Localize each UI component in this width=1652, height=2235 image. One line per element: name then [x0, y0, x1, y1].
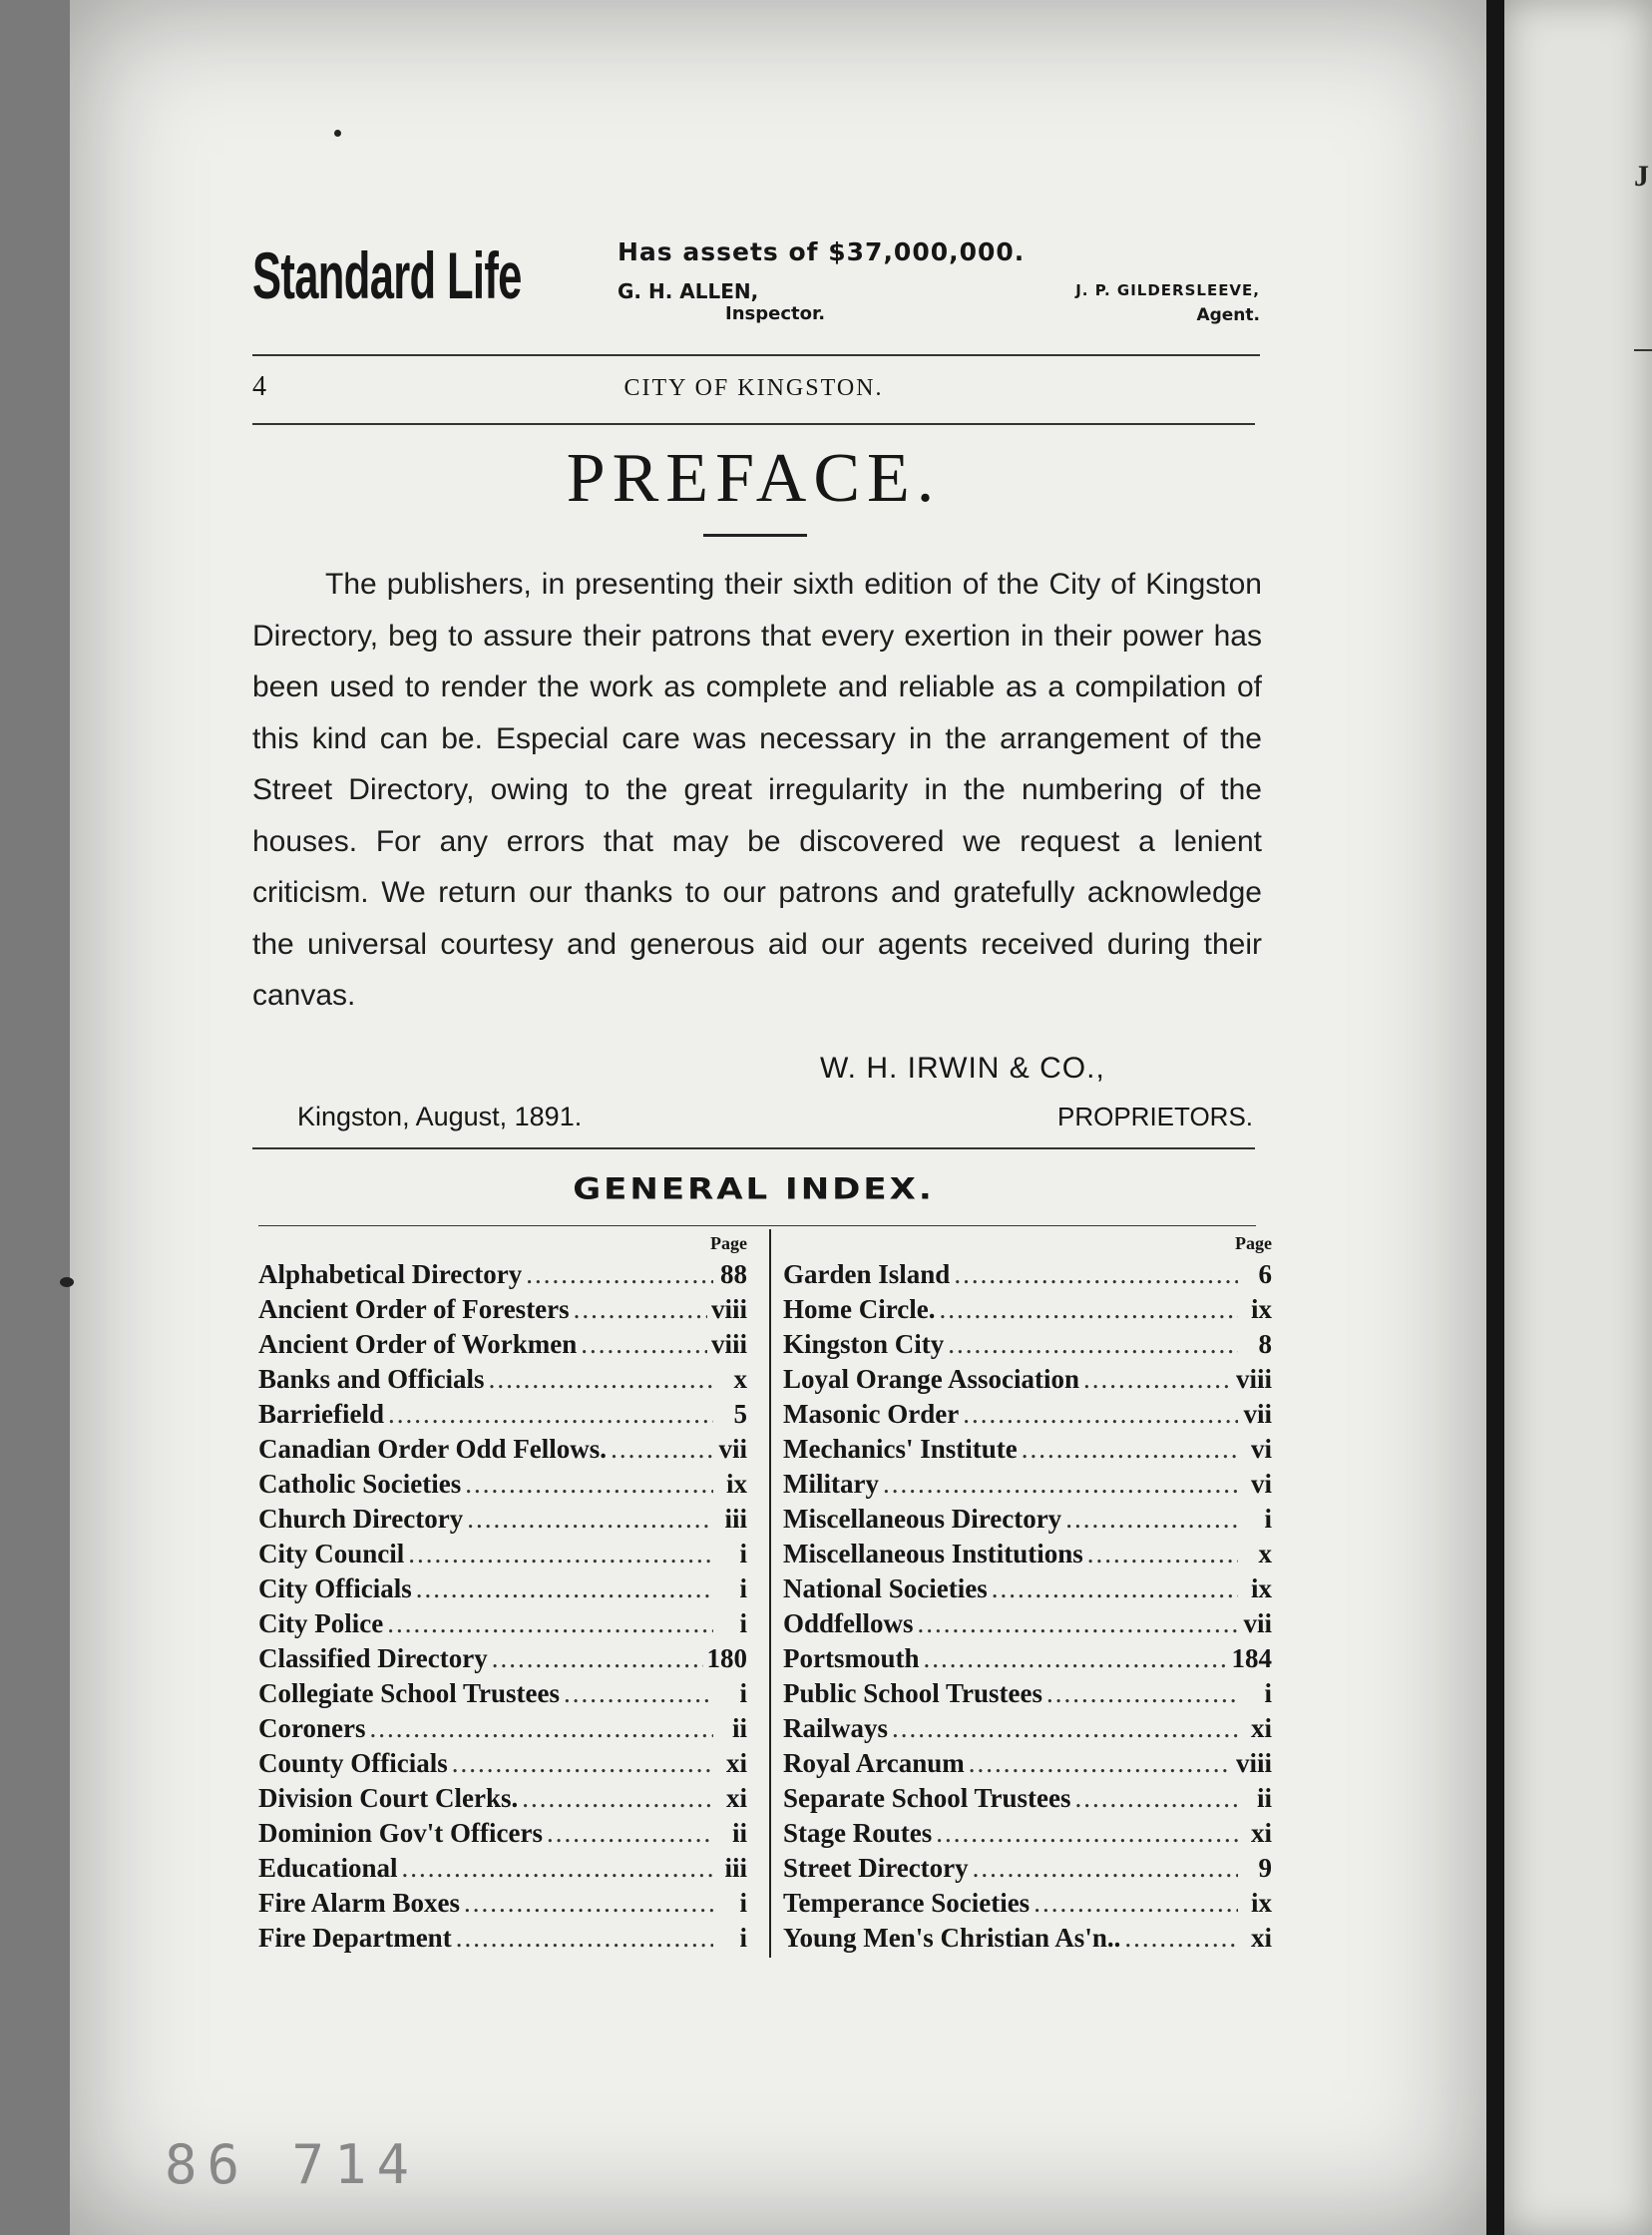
- index-entry: [783, 1257, 1272, 1292]
- index-entry-page: ix: [1250, 1573, 1272, 1603]
- index-entry-label: Young Men's Christian As'n..: [783, 1923, 1121, 1953]
- index-entry: [783, 1292, 1272, 1327]
- index-entry-label: Stage Routes: [783, 1818, 933, 1848]
- index-entry: [783, 1851, 1272, 1886]
- index-entry: [258, 1537, 747, 1571]
- index-entry-page: vi: [1250, 1434, 1272, 1464]
- dot-leader: [1033, 1886, 1238, 1921]
- print-speck: [60, 1277, 74, 1287]
- page-column-header: Page: [1235, 1233, 1272, 1253]
- index-entry-label: City Police: [258, 1608, 384, 1638]
- index-entry-page: 9: [1258, 1853, 1272, 1883]
- index-entry-page: i: [739, 1923, 747, 1953]
- index-entry-page: ix: [1250, 1888, 1272, 1918]
- dot-leader: [564, 1676, 713, 1711]
- index-entry-label: Canadian Order Odd Fellows.: [258, 1434, 608, 1464]
- index-entry: [258, 1711, 747, 1746]
- dot-leader: [948, 1327, 1238, 1362]
- print-speck: [334, 130, 341, 137]
- publisher-signature: W. H. IRWIN & CO.,: [820, 1052, 1105, 1085]
- index-entry-label: Catholic Societies: [258, 1469, 462, 1499]
- index-entry-label: City Officials: [258, 1573, 412, 1603]
- dot-leader: [465, 1467, 713, 1502]
- index-entry-label: Mechanics' Institute: [783, 1434, 1018, 1464]
- index-entry-page: i: [739, 1573, 747, 1603]
- dot-leader: [936, 1816, 1238, 1851]
- index-entry-page: ii: [731, 1713, 747, 1743]
- dot-leader: [402, 1851, 713, 1886]
- advert-agent-title: Agent.: [1196, 305, 1260, 325]
- index-entry: [783, 1676, 1272, 1711]
- index-entry-label: Fire Department: [258, 1923, 452, 1953]
- index-entry-page: xi: [1250, 1713, 1272, 1743]
- index-entry-page: vi: [1250, 1469, 1272, 1499]
- index-entry: [258, 1676, 747, 1711]
- dot-leader: [464, 1886, 713, 1921]
- preface-title: PREFACE.: [566, 440, 942, 517]
- index-entry-page: 8: [1258, 1329, 1272, 1359]
- index-entry-label: County Officials: [258, 1748, 448, 1778]
- index-entry-label: Banks and Officials: [258, 1364, 485, 1394]
- index-entry-label: Street Directory: [783, 1853, 969, 1883]
- index-left-entries: [258, 1257, 747, 1956]
- dot-leader: [1065, 1502, 1238, 1537]
- dot-leader: [489, 1362, 713, 1397]
- dot-leader: [370, 1711, 714, 1746]
- index-entry: [258, 1292, 747, 1327]
- preface-body: The publishers, in presenting their sixth edition of the City of Kingston Directory, beg to assure their patrons that every exertion in their power has been used to render the work as complete and reliable as a compilation of this kind can be. Especial care was necessary in the arrangement of the Street Directory, owing to the great irregularity in the numbering of the houses. For any errors that may be discovered we request a lenient criticism. We return our thanks to our patrons and gratefully acknowledge the universal courtesy and generous aid our agents received during their canvas.: [252, 568, 1262, 1012]
- index-entry-page: viii: [710, 1329, 747, 1359]
- index-entry: [783, 1606, 1272, 1641]
- dot-leader: [969, 1746, 1232, 1781]
- index-left-column: [258, 1229, 747, 1956]
- adjacent-page-rule: [1634, 349, 1652, 351]
- archive-stamp: 86 714: [165, 2133, 420, 2196]
- index-entry: [258, 1641, 747, 1676]
- index-entry-label: Ancient Order of Workmen: [258, 1329, 578, 1359]
- index-entry-label: City Council: [258, 1539, 405, 1568]
- index-entry: [783, 1327, 1272, 1362]
- index-entry: [783, 1571, 1272, 1606]
- index-entry-page: x: [1258, 1539, 1272, 1568]
- index-entry-label: Railways: [783, 1713, 889, 1743]
- index-right-entries: [783, 1257, 1272, 1956]
- index-entry-page: xi: [1250, 1818, 1272, 1848]
- index-entry: [783, 1781, 1272, 1816]
- index-entry: [258, 1362, 747, 1397]
- publisher-title: PROPRIETORS.: [1057, 1102, 1254, 1131]
- dot-leader: [526, 1257, 713, 1292]
- index-entry-label: Educational: [258, 1853, 398, 1883]
- index-entry: [783, 1432, 1272, 1467]
- index-entry-page: xi: [1250, 1923, 1272, 1953]
- index-entry: [783, 1537, 1272, 1571]
- index-entry: [258, 1257, 747, 1292]
- dot-leader: [611, 1432, 713, 1467]
- index-entry-label: Military: [783, 1469, 879, 1499]
- dot-leader: [408, 1537, 713, 1571]
- index-entry-page: i: [739, 1539, 747, 1568]
- index-top-rule: [258, 1225, 1256, 1226]
- index-entry: [783, 1502, 1272, 1537]
- index-entry-page: 180: [706, 1643, 747, 1673]
- index-entry: [258, 1781, 747, 1816]
- dot-leader: [547, 1816, 713, 1851]
- index-entry-page: i: [739, 1888, 747, 1918]
- index-entry: [783, 1886, 1272, 1921]
- page-gutter: [1486, 0, 1504, 2235]
- advert-agent-name: J. P. GILDERSLEEVE,: [1075, 281, 1260, 299]
- index-entry-page: iii: [724, 1504, 747, 1534]
- index-entry-label: Division Court Clerks.: [258, 1783, 519, 1813]
- dot-leader: [892, 1711, 1238, 1746]
- index-entry-label: Temperance Societies: [783, 1888, 1031, 1918]
- index-entry: [258, 1467, 747, 1502]
- index-entry: [783, 1816, 1272, 1851]
- index-entry: [783, 1746, 1272, 1781]
- index-entry: [783, 1362, 1272, 1397]
- dot-leader: [924, 1641, 1228, 1676]
- running-head-title: CITY OF KINGSTON.: [623, 375, 884, 401]
- index-entry-page: i: [739, 1678, 747, 1708]
- index-entry-label: Coroners: [258, 1713, 366, 1743]
- advert-assets: Has assets of $37,000,000.: [618, 237, 1026, 266]
- index-entry-page: x: [733, 1364, 747, 1394]
- dot-leader: [416, 1571, 713, 1606]
- running-head-rule: [252, 423, 1255, 425]
- index-entry-label: Classified Directory: [258, 1643, 488, 1673]
- index-entry-label: Oddfellows: [783, 1608, 914, 1638]
- title-underline: [703, 534, 807, 537]
- index-column-divider: [769, 1229, 771, 1958]
- index-entry: [258, 1397, 747, 1432]
- dot-leader: [522, 1781, 713, 1816]
- index-entry-label: Loyal Orange Association: [783, 1364, 1080, 1394]
- index-entry-label: Collegiate School Trustees: [258, 1678, 560, 1708]
- dot-leader: [1074, 1781, 1238, 1816]
- index-entry-label: Barriefield: [258, 1399, 384, 1429]
- page-column-header: Page: [710, 1233, 747, 1253]
- index-entry-page: i: [1264, 1678, 1272, 1708]
- index-entry: [258, 1921, 747, 1956]
- index-entry: [258, 1851, 747, 1886]
- header-rule: [252, 354, 1260, 356]
- index-entry-label: Miscellaneous Directory: [783, 1504, 1062, 1534]
- index-entry-label: Public School Trustees: [783, 1678, 1043, 1708]
- index-entry: [258, 1432, 747, 1467]
- running-head: [252, 371, 1255, 411]
- index-entry-label: Kingston City: [783, 1329, 945, 1359]
- index-entry: [258, 1886, 747, 1921]
- dot-leader: [1083, 1362, 1232, 1397]
- index-entry: [258, 1746, 747, 1781]
- index-entry-label: Masonic Order: [783, 1399, 960, 1429]
- index-title: GENERAL INDEX.: [573, 1172, 935, 1206]
- index-entry: [783, 1467, 1272, 1502]
- dot-leader: [973, 1851, 1238, 1886]
- index-entry-label: National Societies: [783, 1573, 988, 1603]
- index-entry-page: ix: [1250, 1294, 1272, 1324]
- adjacent-page-fragment: J: [1634, 160, 1649, 193]
- index-entry-page: viii: [1235, 1748, 1272, 1778]
- index-entry: [258, 1606, 747, 1641]
- index-entry-label: Alphabetical Directory: [258, 1259, 523, 1289]
- dot-leader: [963, 1397, 1238, 1432]
- dot-leader: [456, 1921, 713, 1956]
- place-and-date: Kingston, August, 1891.: [297, 1102, 583, 1131]
- dot-leader: [1124, 1921, 1238, 1956]
- index-entry: [783, 1711, 1272, 1746]
- index-entry-page: ii: [731, 1818, 747, 1848]
- index-entry-page: vii: [1243, 1608, 1272, 1638]
- index-entry-page: viii: [710, 1294, 747, 1324]
- dot-leader: [939, 1292, 1238, 1327]
- dot-leader: [1022, 1432, 1238, 1467]
- index-entry-label: Home Circle.: [783, 1294, 936, 1324]
- header-advertisement: [252, 227, 1260, 345]
- index-entry-page: xi: [725, 1783, 747, 1813]
- index-entry: [783, 1397, 1272, 1432]
- dot-leader: [492, 1641, 703, 1676]
- adjacent-page-edge: [1504, 0, 1652, 2235]
- dot-leader: [1046, 1676, 1238, 1711]
- index-entry-label: Ancient Order of Foresters: [258, 1294, 570, 1324]
- index-entry-page: 88: [720, 1259, 747, 1289]
- index-entry: [258, 1327, 747, 1362]
- index-entry-page: viii: [1235, 1364, 1272, 1394]
- index-entry-label: Dominion Gov't Officers: [258, 1818, 543, 1848]
- index-entry-page: ii: [1256, 1783, 1272, 1813]
- dot-leader: [581, 1327, 707, 1362]
- index-entry: [783, 1641, 1272, 1676]
- dot-leader: [992, 1571, 1238, 1606]
- index-entry-label: Church Directory: [258, 1504, 464, 1534]
- dot-leader: [1087, 1537, 1238, 1571]
- advert-inspector-title: Inspector.: [725, 303, 826, 324]
- dot-leader: [388, 1397, 713, 1432]
- index-entry: [258, 1502, 747, 1537]
- index-entry: [783, 1921, 1272, 1956]
- index-entry-label: Separate School Trustees: [783, 1783, 1071, 1813]
- index-entry-page: 5: [733, 1399, 747, 1429]
- dot-leader: [387, 1606, 713, 1641]
- index-entry-label: Fire Alarm Boxes: [258, 1888, 460, 1918]
- dot-leader: [574, 1292, 707, 1327]
- dot-leader: [918, 1606, 1238, 1641]
- advert-inspector-name: G. H. ALLEN,: [618, 279, 759, 303]
- index-entry-label: Garden Island: [783, 1259, 951, 1289]
- dot-leader: [467, 1502, 713, 1537]
- index-entry-page: iii: [724, 1853, 747, 1883]
- index-entry-page: i: [1264, 1504, 1272, 1534]
- index-entry: [258, 1571, 747, 1606]
- page-number: 4: [252, 371, 266, 402]
- index-entry-page: 184: [1231, 1643, 1272, 1673]
- index-entry-page: ix: [725, 1469, 747, 1499]
- index-entry-page: vii: [718, 1434, 747, 1464]
- index-entry-page: 6: [1258, 1259, 1272, 1289]
- index-entry-page: i: [739, 1608, 747, 1638]
- dot-leader: [954, 1257, 1238, 1292]
- advert-brand: Standard Life: [252, 238, 522, 312]
- index-entry-page: xi: [725, 1748, 747, 1778]
- index-entry-label: Miscellaneous Institutions: [783, 1539, 1083, 1568]
- preface-end-rule: [252, 1147, 1255, 1149]
- index-entry-label: Portsmouth: [783, 1643, 920, 1673]
- index-entry-page: vii: [1243, 1399, 1272, 1429]
- index-entry: [258, 1816, 747, 1851]
- dot-leader: [452, 1746, 713, 1781]
- dot-leader: [883, 1467, 1238, 1502]
- index-entry-label: Royal Arcanum: [783, 1748, 965, 1778]
- index-right-column: [783, 1229, 1272, 1956]
